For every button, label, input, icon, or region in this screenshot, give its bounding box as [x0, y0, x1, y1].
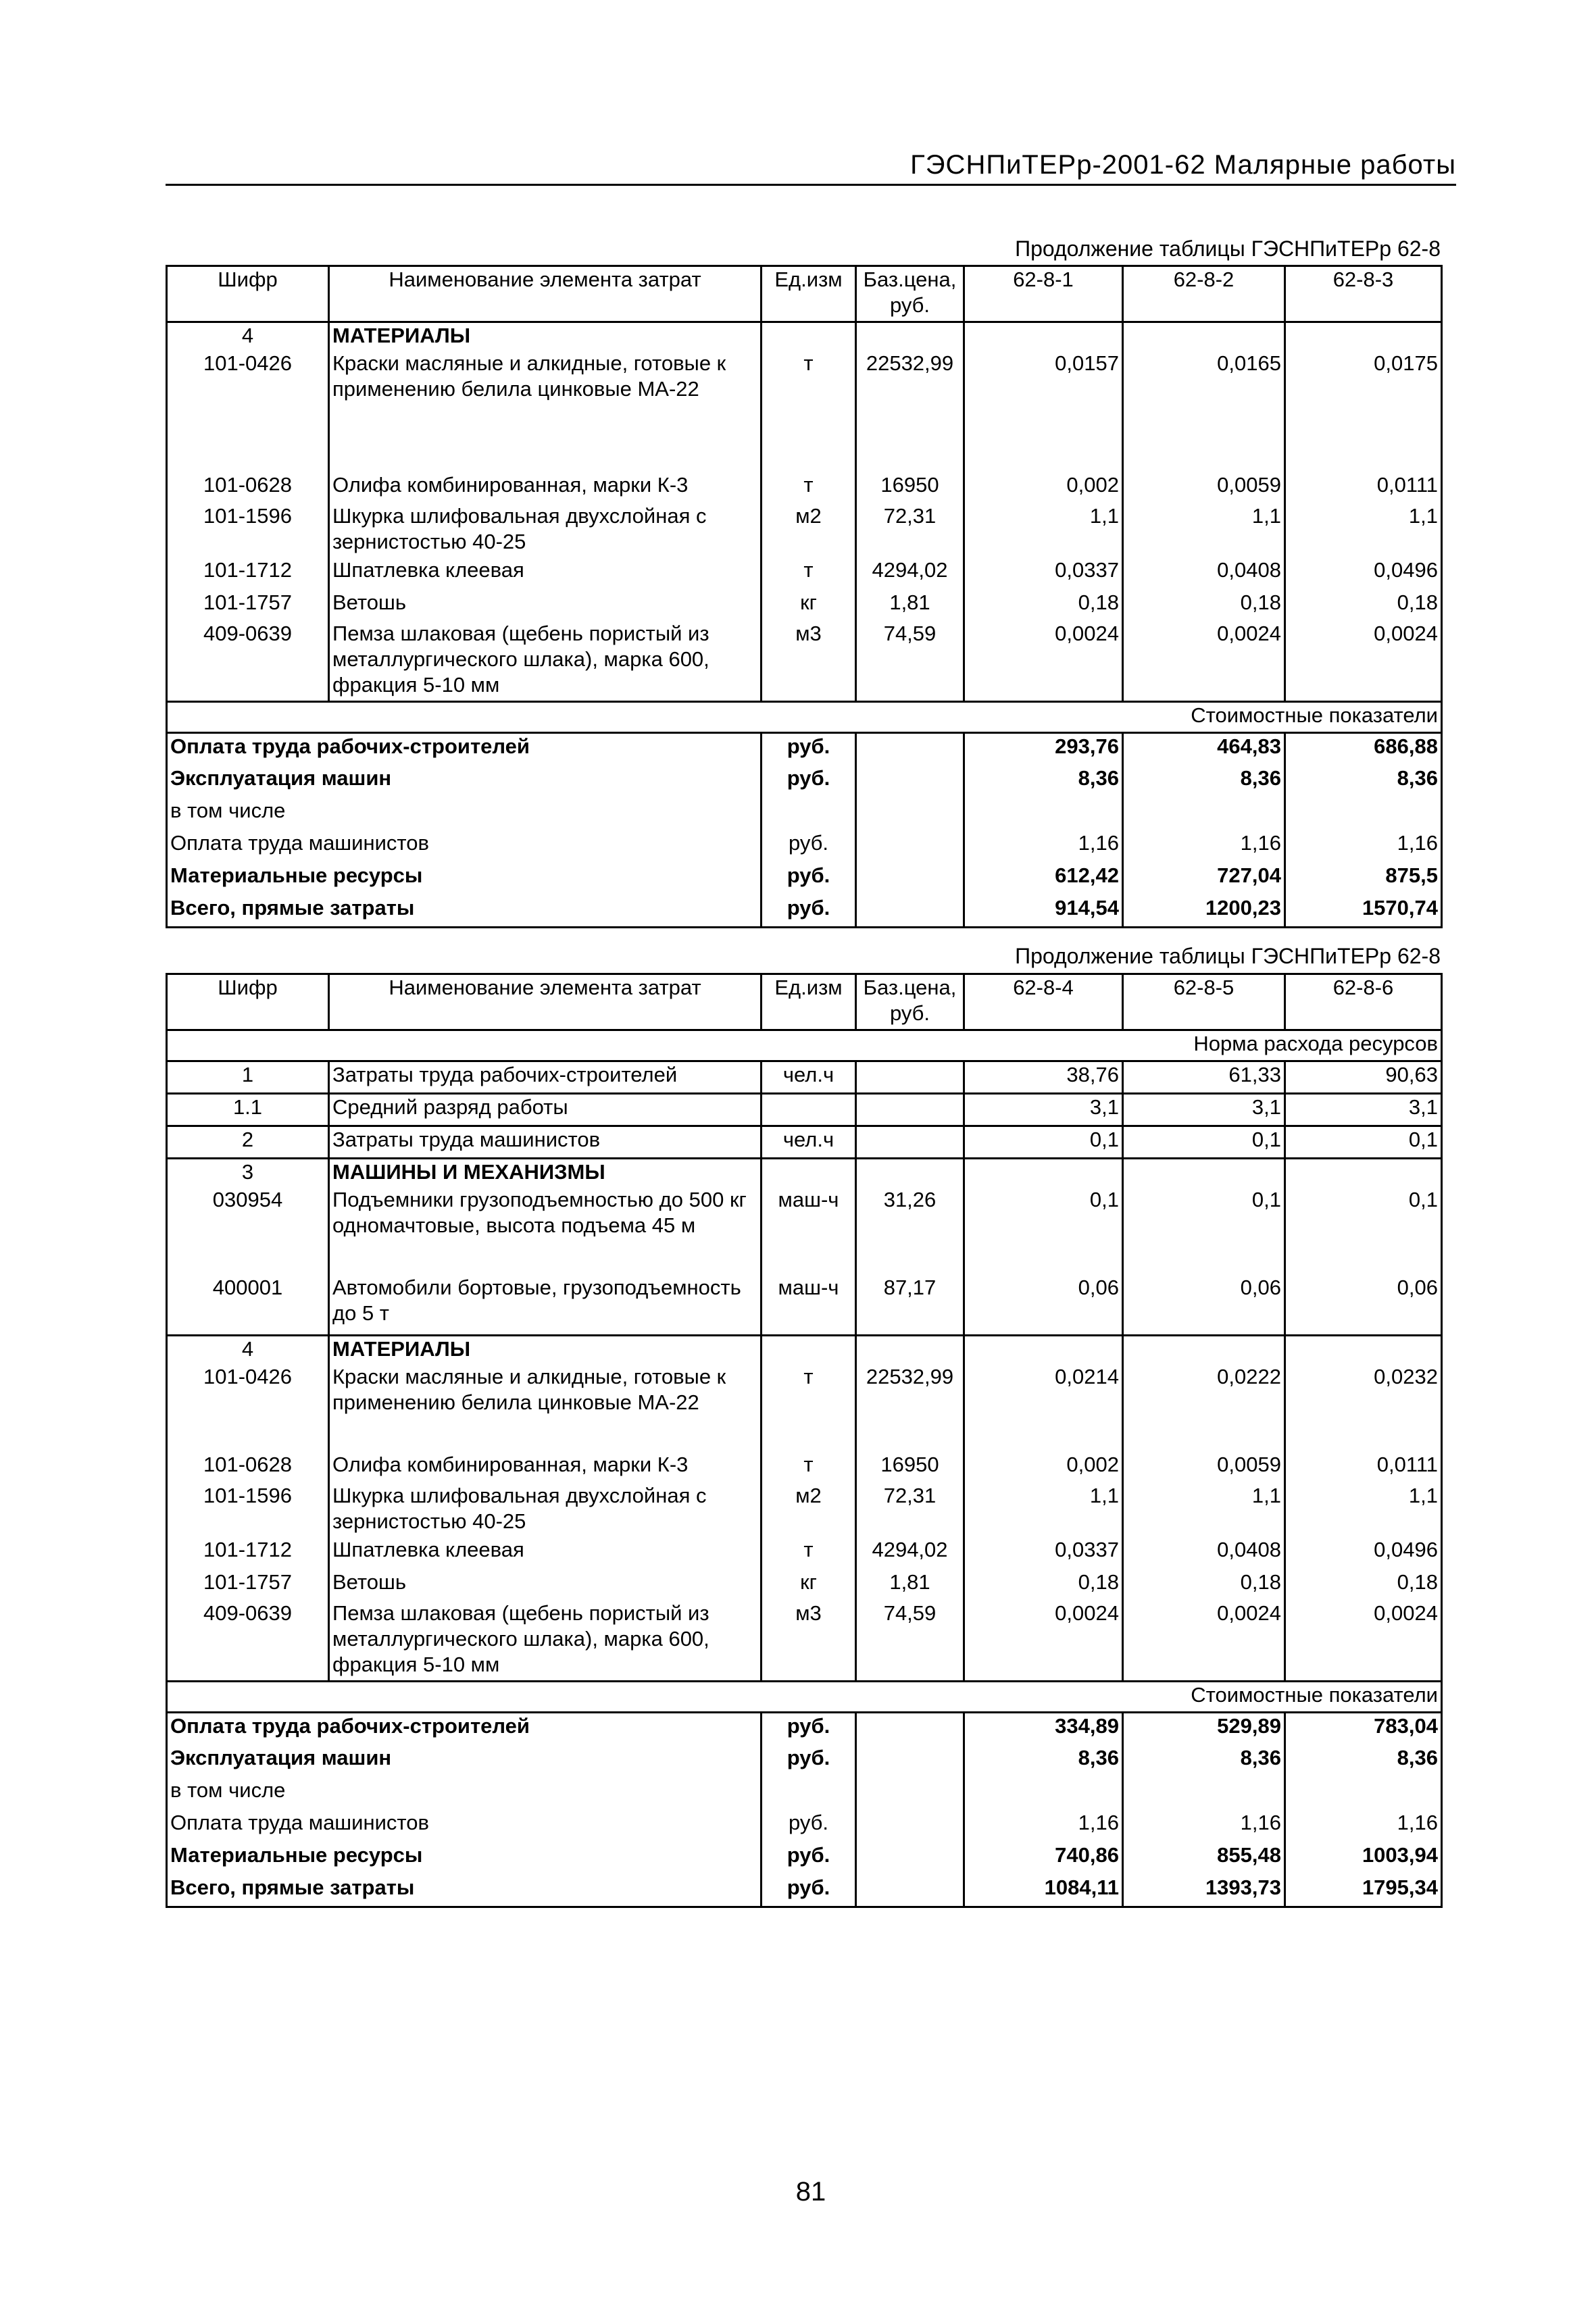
cost-value: 529,89: [1123, 1713, 1285, 1745]
page-number: 81: [795, 2177, 826, 2207]
resource-price: 74,59: [856, 621, 964, 702]
cost-row: [167, 765, 1442, 798]
table2-caption: Продолжение таблицы ГЭСНПиТЕРр 62-8: [1015, 944, 1441, 968]
resource-name: Шкурка шлифовальная двухслойная с зернистостью 40-25: [329, 1483, 762, 1537]
norm-value: 1,1: [1285, 1483, 1442, 1537]
cost-value: 8,36: [964, 765, 1123, 798]
empty-cell: [964, 322, 1123, 351]
empty-cell: [856, 1713, 964, 1745]
norm-value: 1,1: [1123, 503, 1285, 557]
section-row: [167, 1159, 1442, 1187]
resource-unit: чел.ч: [762, 1061, 856, 1094]
section-title: МАШИНЫ И МЕХАНИЗМЫ: [329, 1159, 762, 1187]
cost-value: 783,04: [1285, 1713, 1442, 1745]
col-header-norm-1: 62-8-1: [964, 266, 1123, 322]
cost-label: Материальные ресурсы: [167, 1842, 762, 1875]
empty-cell: [856, 322, 964, 351]
empty-cell: [762, 322, 856, 351]
table-row: [167, 557, 1442, 590]
table-row: [167, 472, 1442, 503]
empty-cell: [762, 1336, 856, 1364]
table-row: [167, 1601, 1442, 1682]
resource-name: Автомобили бортовые, грузоподъемность до 5 т: [329, 1275, 762, 1336]
norm-value: 0,0496: [1285, 1537, 1442, 1569]
resource-unit: кг: [762, 590, 856, 621]
cost-value: 1,16: [964, 830, 1123, 863]
table-row: [167, 1094, 1442, 1126]
norm-value: 0,0024: [1123, 1601, 1285, 1682]
cost-value: [1285, 798, 1442, 830]
cost-heading-row: [167, 1682, 1442, 1713]
norm-value: 0,1: [964, 1187, 1123, 1275]
cost-row: [167, 895, 1442, 928]
cost-label: Оплата труда машинистов: [167, 830, 762, 863]
cost-value: 1200,23: [1123, 895, 1285, 928]
norm-value: 0,1: [964, 1126, 1123, 1159]
cost-value: [964, 1778, 1123, 1810]
cost-value: 1084,11: [964, 1875, 1123, 1907]
resource-name: Олифа комбинированная, марки К-3: [329, 472, 762, 503]
col-header-norm-4: 62-8-4: [964, 974, 1123, 1030]
resource-code: 409-0639: [167, 1601, 329, 1682]
empty-cell: [856, 765, 964, 798]
empty-cell: [856, 1778, 964, 1810]
norm-value: 0,0024: [1123, 621, 1285, 702]
cost-value: 1,16: [1123, 1810, 1285, 1842]
resource-code: 101-1757: [167, 1569, 329, 1601]
resource-name: Пемза шлаковая (щебень пористый из металлургического шлака), марка 600, фракция 5-10 мм: [329, 1601, 762, 1682]
resource-code: 101-1712: [167, 1537, 329, 1569]
cost-heading-row-label: Стоимостные показатели: [167, 1682, 1442, 1713]
norm-value: 0,18: [964, 590, 1123, 621]
cost-unit: руб.: [762, 1713, 856, 1745]
norm-value: 0,0408: [1123, 557, 1285, 590]
resource-unit: чел.ч: [762, 1126, 856, 1159]
empty-cell: [964, 1159, 1123, 1187]
cost-value: 8,36: [1285, 765, 1442, 798]
resource-name: Краски масляные и алкидные, готовые к применению белила цинковые МА-22: [329, 1364, 762, 1452]
table1: [166, 265, 1443, 928]
resource-name: Олифа комбинированная, марки К-3: [329, 1452, 762, 1483]
resource-unit: м2: [762, 1483, 856, 1537]
norm-value: 0,0214: [964, 1364, 1123, 1452]
table-row: [167, 1126, 1442, 1159]
cost-value: 1393,73: [1123, 1875, 1285, 1907]
resource-name: Ветошь: [329, 590, 762, 621]
cost-heading-row: [167, 702, 1442, 733]
norm-value: 0,1: [1123, 1126, 1285, 1159]
empty-cell: [856, 1336, 964, 1364]
cost-value: 1,16: [1285, 830, 1442, 863]
cost-value: 8,36: [1123, 765, 1285, 798]
norm-value: 0,0222: [1123, 1364, 1285, 1452]
resource-price: 72,31: [856, 1483, 964, 1537]
col-header-name: Наименование элемента затрат: [329, 266, 762, 322]
cost-row: [167, 1713, 1442, 1745]
cost-unit: руб.: [762, 1810, 856, 1842]
table-row: [167, 1061, 1442, 1094]
cost-value: 464,83: [1123, 733, 1285, 765]
empty-cell: [1285, 322, 1442, 351]
cost-unit: руб.: [762, 733, 856, 765]
norm-value: 0,002: [964, 1452, 1123, 1483]
cost-value: 612,42: [964, 863, 1123, 895]
norm-value: 0,0059: [1123, 1452, 1285, 1483]
norm-heading-row-label: Норма расхода ресурсов: [167, 1030, 1442, 1061]
empty-cell: [762, 1159, 856, 1187]
resource-unit: т: [762, 472, 856, 503]
empty-cell: [856, 830, 964, 863]
resource-code: 1.1: [167, 1094, 329, 1126]
resource-unit: маш-ч: [762, 1187, 856, 1275]
norm-value: 0,0337: [964, 1537, 1123, 1569]
empty-cell: [1123, 322, 1285, 351]
table-row: [167, 351, 1442, 472]
empty-cell: [964, 1336, 1123, 1364]
cost-label: в том числе: [167, 1778, 762, 1810]
cost-row: [167, 798, 1442, 830]
cost-value: 293,76: [964, 733, 1123, 765]
norm-value: 1,1: [964, 1483, 1123, 1537]
cost-value: [1285, 1778, 1442, 1810]
norm-value: 0,0496: [1285, 557, 1442, 590]
col-header-name: Наименование элемента затрат: [329, 974, 762, 1030]
norm-value: 61,33: [1123, 1061, 1285, 1094]
resource-price: 16950: [856, 1452, 964, 1483]
table-row: [167, 503, 1442, 557]
cost-heading-row-label: Стоимостные показатели: [167, 702, 1442, 733]
resource-price: 1,81: [856, 590, 964, 621]
page-header-title: ГЭСНПиТЕРр-2001-62 Малярные работы: [910, 150, 1456, 180]
cost-row: [167, 830, 1442, 863]
table1-header-row: [167, 266, 1442, 322]
cost-value: [1123, 798, 1285, 830]
resource-unit: т: [762, 557, 856, 590]
cost-unit: руб.: [762, 895, 856, 928]
resource-name: Подъемники грузоподъемностью до 500 кг одномачтовые, высота подъема 45 м: [329, 1187, 762, 1275]
norm-value: 0,0024: [964, 1601, 1123, 1682]
norm-value: 38,76: [964, 1061, 1123, 1094]
norm-value: 0,06: [1123, 1275, 1285, 1336]
cost-label: Оплата труда рабочих-строителей: [167, 1713, 762, 1745]
norm-value: 0,0024: [1285, 1601, 1442, 1682]
empty-cell: [1123, 1159, 1285, 1187]
cost-row: [167, 1810, 1442, 1842]
cost-row: [167, 1875, 1442, 1907]
resource-name: Ветошь: [329, 1569, 762, 1601]
resource-code: 101-0426: [167, 1364, 329, 1452]
cost-label: Эксплуатация машин: [167, 765, 762, 798]
cost-unit: руб.: [762, 830, 856, 863]
table2-header-row: [167, 974, 1442, 1030]
norm-value: 3,1: [964, 1094, 1123, 1126]
resource-price: 31,26: [856, 1187, 964, 1275]
section-row: [167, 322, 1442, 351]
norm-value: 1,1: [1285, 503, 1442, 557]
norm-heading-row: [167, 1030, 1442, 1061]
cost-unit: руб.: [762, 863, 856, 895]
cost-value: 8,36: [1123, 1745, 1285, 1778]
cost-value: 875,5: [1285, 863, 1442, 895]
col-header-unit: Ед.изм: [762, 974, 856, 1030]
resource-price: 1,81: [856, 1569, 964, 1601]
empty-cell: [856, 1842, 964, 1875]
section-code: 3: [167, 1159, 329, 1187]
cost-row: [167, 863, 1442, 895]
table1-caption: Продолжение таблицы ГЭСНПиТЕРр 62-8: [1015, 236, 1441, 261]
cost-label: в том числе: [167, 798, 762, 830]
cost-value: 8,36: [964, 1745, 1123, 1778]
table-row: [167, 1483, 1442, 1537]
resource-price: 4294,02: [856, 1537, 964, 1569]
resource-unit: т: [762, 1537, 856, 1569]
resource-price: 22532,99: [856, 351, 964, 472]
cost-value: 1,16: [1123, 830, 1285, 863]
norm-value: 0,06: [1285, 1275, 1442, 1336]
cost-value: 1795,34: [1285, 1875, 1442, 1907]
resource-unit: кг: [762, 1569, 856, 1601]
cost-row: [167, 733, 1442, 765]
cost-row: [167, 1778, 1442, 1810]
cost-value: [1123, 1778, 1285, 1810]
norm-value: 0,0175: [1285, 351, 1442, 472]
resource-name: Затраты труда рабочих-строителей: [329, 1061, 762, 1094]
cost-unit: [762, 1778, 856, 1810]
resource-name: Краски масляные и алкидные, готовые к применению белила цинковые МА-22: [329, 351, 762, 472]
resource-price: 22532,99: [856, 1364, 964, 1452]
norm-value: 3,1: [1123, 1094, 1285, 1126]
resource-code: 030954: [167, 1187, 329, 1275]
cost-value: 914,54: [964, 895, 1123, 928]
resource-unit: м3: [762, 1601, 856, 1682]
norm-value: 0,0165: [1123, 351, 1285, 472]
empty-cell: [856, 1159, 964, 1187]
cost-value: 8,36: [1285, 1745, 1442, 1778]
cost-label: Всего, прямые затраты: [167, 1875, 762, 1907]
cost-value: 740,86: [964, 1842, 1123, 1875]
norm-value: 0,0337: [964, 557, 1123, 590]
cost-row: [167, 1842, 1442, 1875]
resource-code: 101-1712: [167, 557, 329, 590]
resource-price: 74,59: [856, 1601, 964, 1682]
section-code: 4: [167, 322, 329, 351]
norm-value: 0,18: [1123, 1569, 1285, 1601]
empty-cell: [856, 1875, 964, 1907]
resource-code: 101-1596: [167, 1483, 329, 1537]
resource-price: [856, 1061, 964, 1094]
norm-value: 0,0232: [1285, 1364, 1442, 1452]
resource-code: 101-0628: [167, 1452, 329, 1483]
norm-value: 0,002: [964, 472, 1123, 503]
norm-value: 0,18: [1123, 590, 1285, 621]
resource-unit: т: [762, 1364, 856, 1452]
cost-label: Эксплуатация машин: [167, 1745, 762, 1778]
cost-unit: руб.: [762, 1875, 856, 1907]
resource-price: 16950: [856, 472, 964, 503]
empty-cell: [856, 733, 964, 765]
norm-value: 0,0157: [964, 351, 1123, 472]
resource-price: 87,17: [856, 1275, 964, 1336]
norm-value: 1,1: [964, 503, 1123, 557]
col-header-norm-3: 62-8-3: [1285, 266, 1442, 322]
norm-value: 90,63: [1285, 1061, 1442, 1094]
cost-unit: [762, 798, 856, 830]
section-row: [167, 1336, 1442, 1364]
resource-name: Шпатлевка клеевая: [329, 557, 762, 590]
cost-label: Оплата труда рабочих-строителей: [167, 733, 762, 765]
norm-value: 0,0408: [1123, 1537, 1285, 1569]
resource-price: [856, 1094, 964, 1126]
col-header-price: Баз.цена, руб.: [856, 266, 964, 322]
resource-unit: [762, 1094, 856, 1126]
norm-value: 1,1: [1123, 1483, 1285, 1537]
norm-value: 0,1: [1123, 1187, 1285, 1275]
resource-name: Пемза шлаковая (щебень пористый из металлургического шлака), марка 600, фракция 5-10 мм: [329, 621, 762, 702]
resource-code: 101-1757: [167, 590, 329, 621]
cost-unit: руб.: [762, 1842, 856, 1875]
table-row: [167, 1275, 1442, 1336]
col-header-norm-5: 62-8-5: [1123, 974, 1285, 1030]
table-row: [167, 1569, 1442, 1601]
norm-value: 3,1: [1285, 1094, 1442, 1126]
norm-value: 0,06: [964, 1275, 1123, 1336]
norm-value: 0,18: [964, 1569, 1123, 1601]
empty-cell: [856, 1810, 964, 1842]
norm-value: 0,0111: [1285, 1452, 1442, 1483]
resource-code: 101-0426: [167, 351, 329, 472]
resource-code: 101-1596: [167, 503, 329, 557]
resource-name: Средний разряд работы: [329, 1094, 762, 1126]
resource-unit: т: [762, 1452, 856, 1483]
resource-price: [856, 1126, 964, 1159]
col-header-unit: Ед.изм: [762, 266, 856, 322]
cost-unit: руб.: [762, 1745, 856, 1778]
table-row: [167, 1187, 1442, 1275]
col-header-price: Баз.цена, руб.: [856, 974, 964, 1030]
resource-name: Шпатлевка клеевая: [329, 1537, 762, 1569]
resource-code: 101-0628: [167, 472, 329, 503]
norm-value: 0,18: [1285, 1569, 1442, 1601]
resource-unit: маш-ч: [762, 1275, 856, 1336]
norm-value: 0,0111: [1285, 472, 1442, 503]
cost-row: [167, 1745, 1442, 1778]
resource-unit: т: [762, 351, 856, 472]
empty-cell: [856, 798, 964, 830]
resource-unit: м2: [762, 503, 856, 557]
empty-cell: [856, 1745, 964, 1778]
col-header-norm-2: 62-8-2: [1123, 266, 1285, 322]
resource-name: Шкурка шлифовальная двухслойная с зернистостью 40-25: [329, 503, 762, 557]
table-row: [167, 1537, 1442, 1569]
cost-value: 1,16: [1285, 1810, 1442, 1842]
table-row: [167, 1364, 1442, 1452]
empty-cell: [1285, 1336, 1442, 1364]
table-row: [167, 1452, 1442, 1483]
table-row: [167, 590, 1442, 621]
cost-value: 1,16: [964, 1810, 1123, 1842]
section-title: МАТЕРИАЛЫ: [329, 1336, 762, 1364]
table2: [166, 973, 1443, 1908]
cost-value: 686,88: [1285, 733, 1442, 765]
resource-code: 409-0639: [167, 621, 329, 702]
resource-code: 2: [167, 1126, 329, 1159]
header-rule: [166, 184, 1456, 186]
resource-name: Затраты труда машинистов: [329, 1126, 762, 1159]
table-row: [167, 621, 1442, 702]
norm-value: 0,0024: [1285, 621, 1442, 702]
col-header-code: Шифр: [167, 974, 329, 1030]
cost-unit: руб.: [762, 765, 856, 798]
resource-price: 4294,02: [856, 557, 964, 590]
norm-value: 0,1: [1285, 1187, 1442, 1275]
cost-value: 1003,94: [1285, 1842, 1442, 1875]
col-header-norm-6: 62-8-6: [1285, 974, 1442, 1030]
cost-value: 334,89: [964, 1713, 1123, 1745]
section-code: 4: [167, 1336, 329, 1364]
empty-cell: [1285, 1159, 1442, 1187]
section-title: МАТЕРИАЛЫ: [329, 322, 762, 351]
cost-label: Оплата труда машинистов: [167, 1810, 762, 1842]
empty-cell: [856, 863, 964, 895]
cost-label: Материальные ресурсы: [167, 863, 762, 895]
cost-label: Всего, прямые затраты: [167, 895, 762, 928]
resource-price: 72,31: [856, 503, 964, 557]
empty-cell: [856, 895, 964, 928]
cost-value: 1570,74: [1285, 895, 1442, 928]
col-header-code: Шифр: [167, 266, 329, 322]
resource-code: 400001: [167, 1275, 329, 1336]
cost-value: [964, 798, 1123, 830]
norm-value: 0,1: [1285, 1126, 1442, 1159]
empty-cell: [1123, 1336, 1285, 1364]
resource-code: 1: [167, 1061, 329, 1094]
resource-unit: м3: [762, 621, 856, 702]
norm-value: 0,0024: [964, 621, 1123, 702]
norm-value: 0,18: [1285, 590, 1442, 621]
norm-value: 0,0059: [1123, 472, 1285, 503]
cost-value: 727,04: [1123, 863, 1285, 895]
cost-value: 855,48: [1123, 1842, 1285, 1875]
